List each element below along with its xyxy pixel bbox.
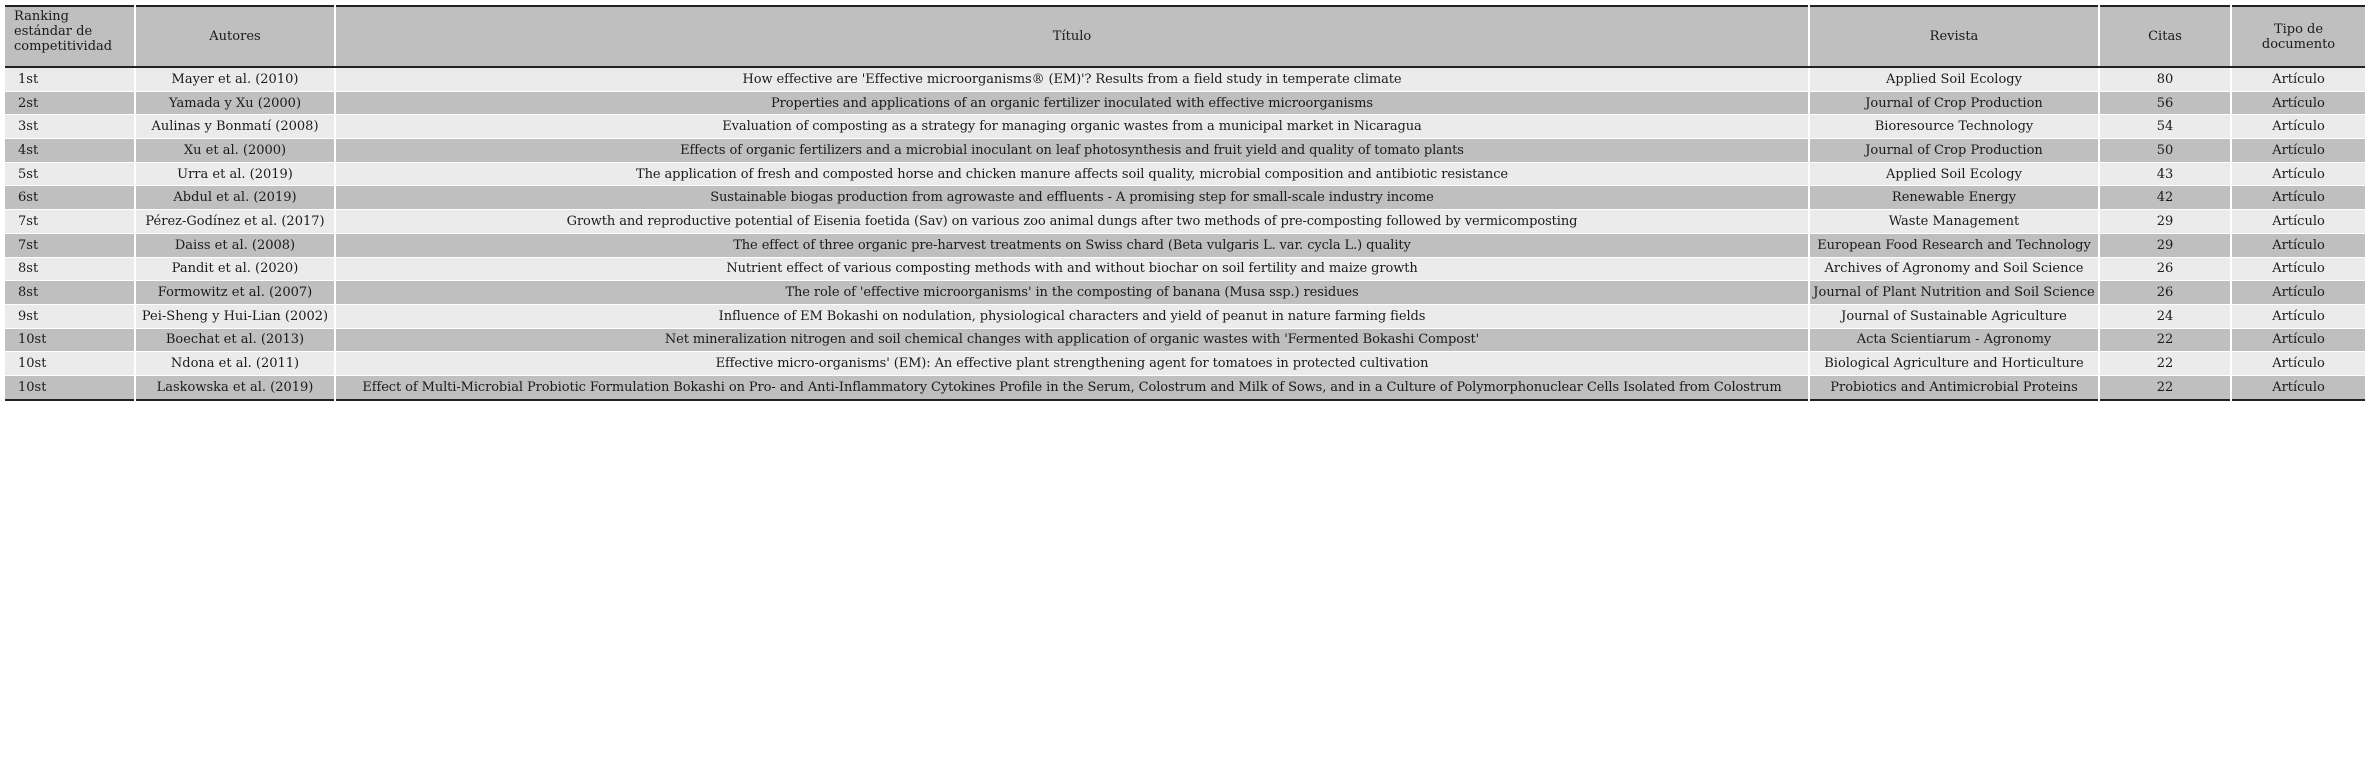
cell-titulo: Effects of organic fertilizers and a microbial inoculant on leaf photosynthesis and fruit yield and quality of tomato plants: [335, 139, 1809, 163]
cell-revista: Bioresource Technology: [1809, 115, 2099, 139]
cell-rank: 9st: [5, 304, 135, 328]
cell-rank: 6st: [5, 186, 135, 210]
cell-revista: Acta Scientiarum - Agronomy: [1809, 328, 2099, 352]
table-row: [5, 304, 2365, 328]
cell-revista: Applied Soil Ecology: [1809, 162, 2099, 186]
cell-citas: 29: [2099, 233, 2231, 257]
table-row: [5, 162, 2365, 186]
cell-citas: 43: [2099, 162, 2231, 186]
table-row: [5, 352, 2365, 376]
table-row: [5, 257, 2365, 281]
cell-revista: Renewable Energy: [1809, 186, 2099, 210]
cell-autores: Aulinas y Bonmatí (2008): [135, 115, 335, 139]
cell-titulo: Evaluation of composting as a strategy for managing organic wastes from a municipal market in Nicaragua: [335, 115, 1809, 139]
cell-autores: Yamada y Xu (2000): [135, 91, 335, 115]
table-row: [5, 375, 2365, 399]
cell-tipo: Artículo: [2231, 352, 2365, 376]
citations-table-container: [5, 5, 2365, 401]
cell-autores: Pandit et al. (2020): [135, 257, 335, 281]
cell-titulo: Sustainable biogas production from agrowaste and effluents - A promising step for small-scale industry income: [335, 186, 1809, 210]
header-revista: Revista: [1809, 6, 2099, 67]
cell-titulo: Influence of EM Bokashi on nodulation, physiological characters and yield of peanut in nature farming fields: [335, 304, 1809, 328]
table-body: [5, 67, 2365, 400]
cell-revista: Biological Agriculture and Horticulture: [1809, 352, 2099, 376]
cell-tipo: Artículo: [2231, 304, 2365, 328]
cell-titulo: Nutrient effect of various composting methods with and without biochar on soil fertility and maize growth: [335, 257, 1809, 281]
cell-rank: 4st: [5, 139, 135, 163]
table-row: [5, 67, 2365, 91]
table-row: [5, 186, 2365, 210]
cell-tipo: Artículo: [2231, 233, 2365, 257]
header-ranking: Ranking estándar de competitividad: [5, 6, 135, 67]
cell-tipo: Artículo: [2231, 91, 2365, 115]
cell-revista: Waste Management: [1809, 210, 2099, 234]
cell-citas: 54: [2099, 115, 2231, 139]
cell-autores: Abdul et al. (2019): [135, 186, 335, 210]
cell-titulo: The effect of three organic pre-harvest treatments on Swiss chard (Beta vulgaris L. var. cycla L.) quality: [335, 233, 1809, 257]
cell-citas: 26: [2099, 281, 2231, 305]
cell-autores: Pérez-Godínez et al. (2017): [135, 210, 335, 234]
cell-titulo: The role of 'effective microorganisms' in the composting of banana (Musa ssp.) residues: [335, 281, 1809, 305]
cell-rank: 7st: [5, 233, 135, 257]
cell-autores: Ndona et al. (2011): [135, 352, 335, 376]
cell-autores: Boechat et al. (2013): [135, 328, 335, 352]
cell-autores: Pei-Sheng y Hui-Lian (2002): [135, 304, 335, 328]
header-tipo: Tipo de documento: [2231, 6, 2365, 67]
table-row: [5, 281, 2365, 305]
cell-rank: 8st: [5, 257, 135, 281]
table-row: [5, 139, 2365, 163]
cell-rank: 8st: [5, 281, 135, 305]
cell-tipo: Artículo: [2231, 375, 2365, 399]
table-row: [5, 115, 2365, 139]
cell-rank: 5st: [5, 162, 135, 186]
cell-titulo: Growth and reproductive potential of Eisenia foetida (Sav) on various zoo animal dungs after two methods of pre-composting followed by vermicomposting: [335, 210, 1809, 234]
cell-titulo: Effect of Multi-Microbial Probiotic Formulation Bokashi on Pro- and Anti-Inflammatory Cytokines Profile in the Serum, Colostrum and Milk of Sows, and in a Culture of Polymorphonuclear Cells Isolated from Colostrum: [335, 375, 1809, 399]
cell-tipo: Artículo: [2231, 186, 2365, 210]
cell-citas: 80: [2099, 67, 2231, 91]
table-row: [5, 328, 2365, 352]
cell-citas: 22: [2099, 352, 2231, 376]
cell-rank: 10st: [5, 352, 135, 376]
cell-autores: Urra et al. (2019): [135, 162, 335, 186]
cell-citas: 50: [2099, 139, 2231, 163]
cell-revista: Journal of Crop Production: [1809, 91, 2099, 115]
table-header-row: [5, 6, 2365, 67]
cell-tipo: Artículo: [2231, 162, 2365, 186]
cell-tipo: Artículo: [2231, 139, 2365, 163]
cell-citas: 22: [2099, 328, 2231, 352]
cell-titulo: Net mineralization nitrogen and soil chemical changes with application of organic wastes with 'Fermented Bokashi Compost': [335, 328, 1809, 352]
cell-autores: Mayer et al. (2010): [135, 67, 335, 91]
cell-rank: 2st: [5, 91, 135, 115]
cell-revista: Journal of Sustainable Agriculture: [1809, 304, 2099, 328]
cell-titulo: Effective micro-organisms' (EM): An effective plant strengthening agent for tomatoes in protected cultivation: [335, 352, 1809, 376]
cell-titulo: Properties and applications of an organic fertilizer inoculated with effective microorganisms: [335, 91, 1809, 115]
cell-autores: Laskowska et al. (2019): [135, 375, 335, 399]
cell-citas: 56: [2099, 91, 2231, 115]
cell-revista: Probiotics and Antimicrobial Proteins: [1809, 375, 2099, 399]
cell-autores: Daiss et al. (2008): [135, 233, 335, 257]
cell-rank: 3st: [5, 115, 135, 139]
cell-tipo: Artículo: [2231, 281, 2365, 305]
citations-table: [5, 5, 2365, 401]
cell-revista: Applied Soil Ecology: [1809, 67, 2099, 91]
cell-citas: 26: [2099, 257, 2231, 281]
cell-citas: 42: [2099, 186, 2231, 210]
cell-citas: 24: [2099, 304, 2231, 328]
table-row: [5, 233, 2365, 257]
cell-revista: Journal of Plant Nutrition and Soil Science: [1809, 281, 2099, 305]
cell-revista: Journal of Crop Production: [1809, 139, 2099, 163]
table-row: [5, 91, 2365, 115]
cell-tipo: Artículo: [2231, 210, 2365, 234]
cell-revista: Archives of Agronomy and Soil Science: [1809, 257, 2099, 281]
cell-revista: European Food Research and Technology: [1809, 233, 2099, 257]
header-autores: Autores: [135, 6, 335, 67]
cell-tipo: Artículo: [2231, 67, 2365, 91]
cell-tipo: Artículo: [2231, 115, 2365, 139]
cell-citas: 22: [2099, 375, 2231, 399]
cell-titulo: The application of fresh and composted horse and chicken manure affects soil quality, microbial composition and antibiotic resistance: [335, 162, 1809, 186]
cell-autores: Xu et al. (2000): [135, 139, 335, 163]
cell-tipo: Artículo: [2231, 257, 2365, 281]
cell-autores: Formowitz et al. (2007): [135, 281, 335, 305]
table-row: [5, 210, 2365, 234]
cell-tipo: Artículo: [2231, 328, 2365, 352]
cell-rank: 10st: [5, 375, 135, 399]
header-citas: Citas: [2099, 6, 2231, 67]
cell-rank: 10st: [5, 328, 135, 352]
cell-rank: 1st: [5, 67, 135, 91]
cell-titulo: How effective are 'Effective microorganisms® (EM)'? Results from a field study in temperate climate: [335, 67, 1809, 91]
header-titulo: Título: [335, 6, 1809, 67]
cell-citas: 29: [2099, 210, 2231, 234]
cell-rank: 7st: [5, 210, 135, 234]
